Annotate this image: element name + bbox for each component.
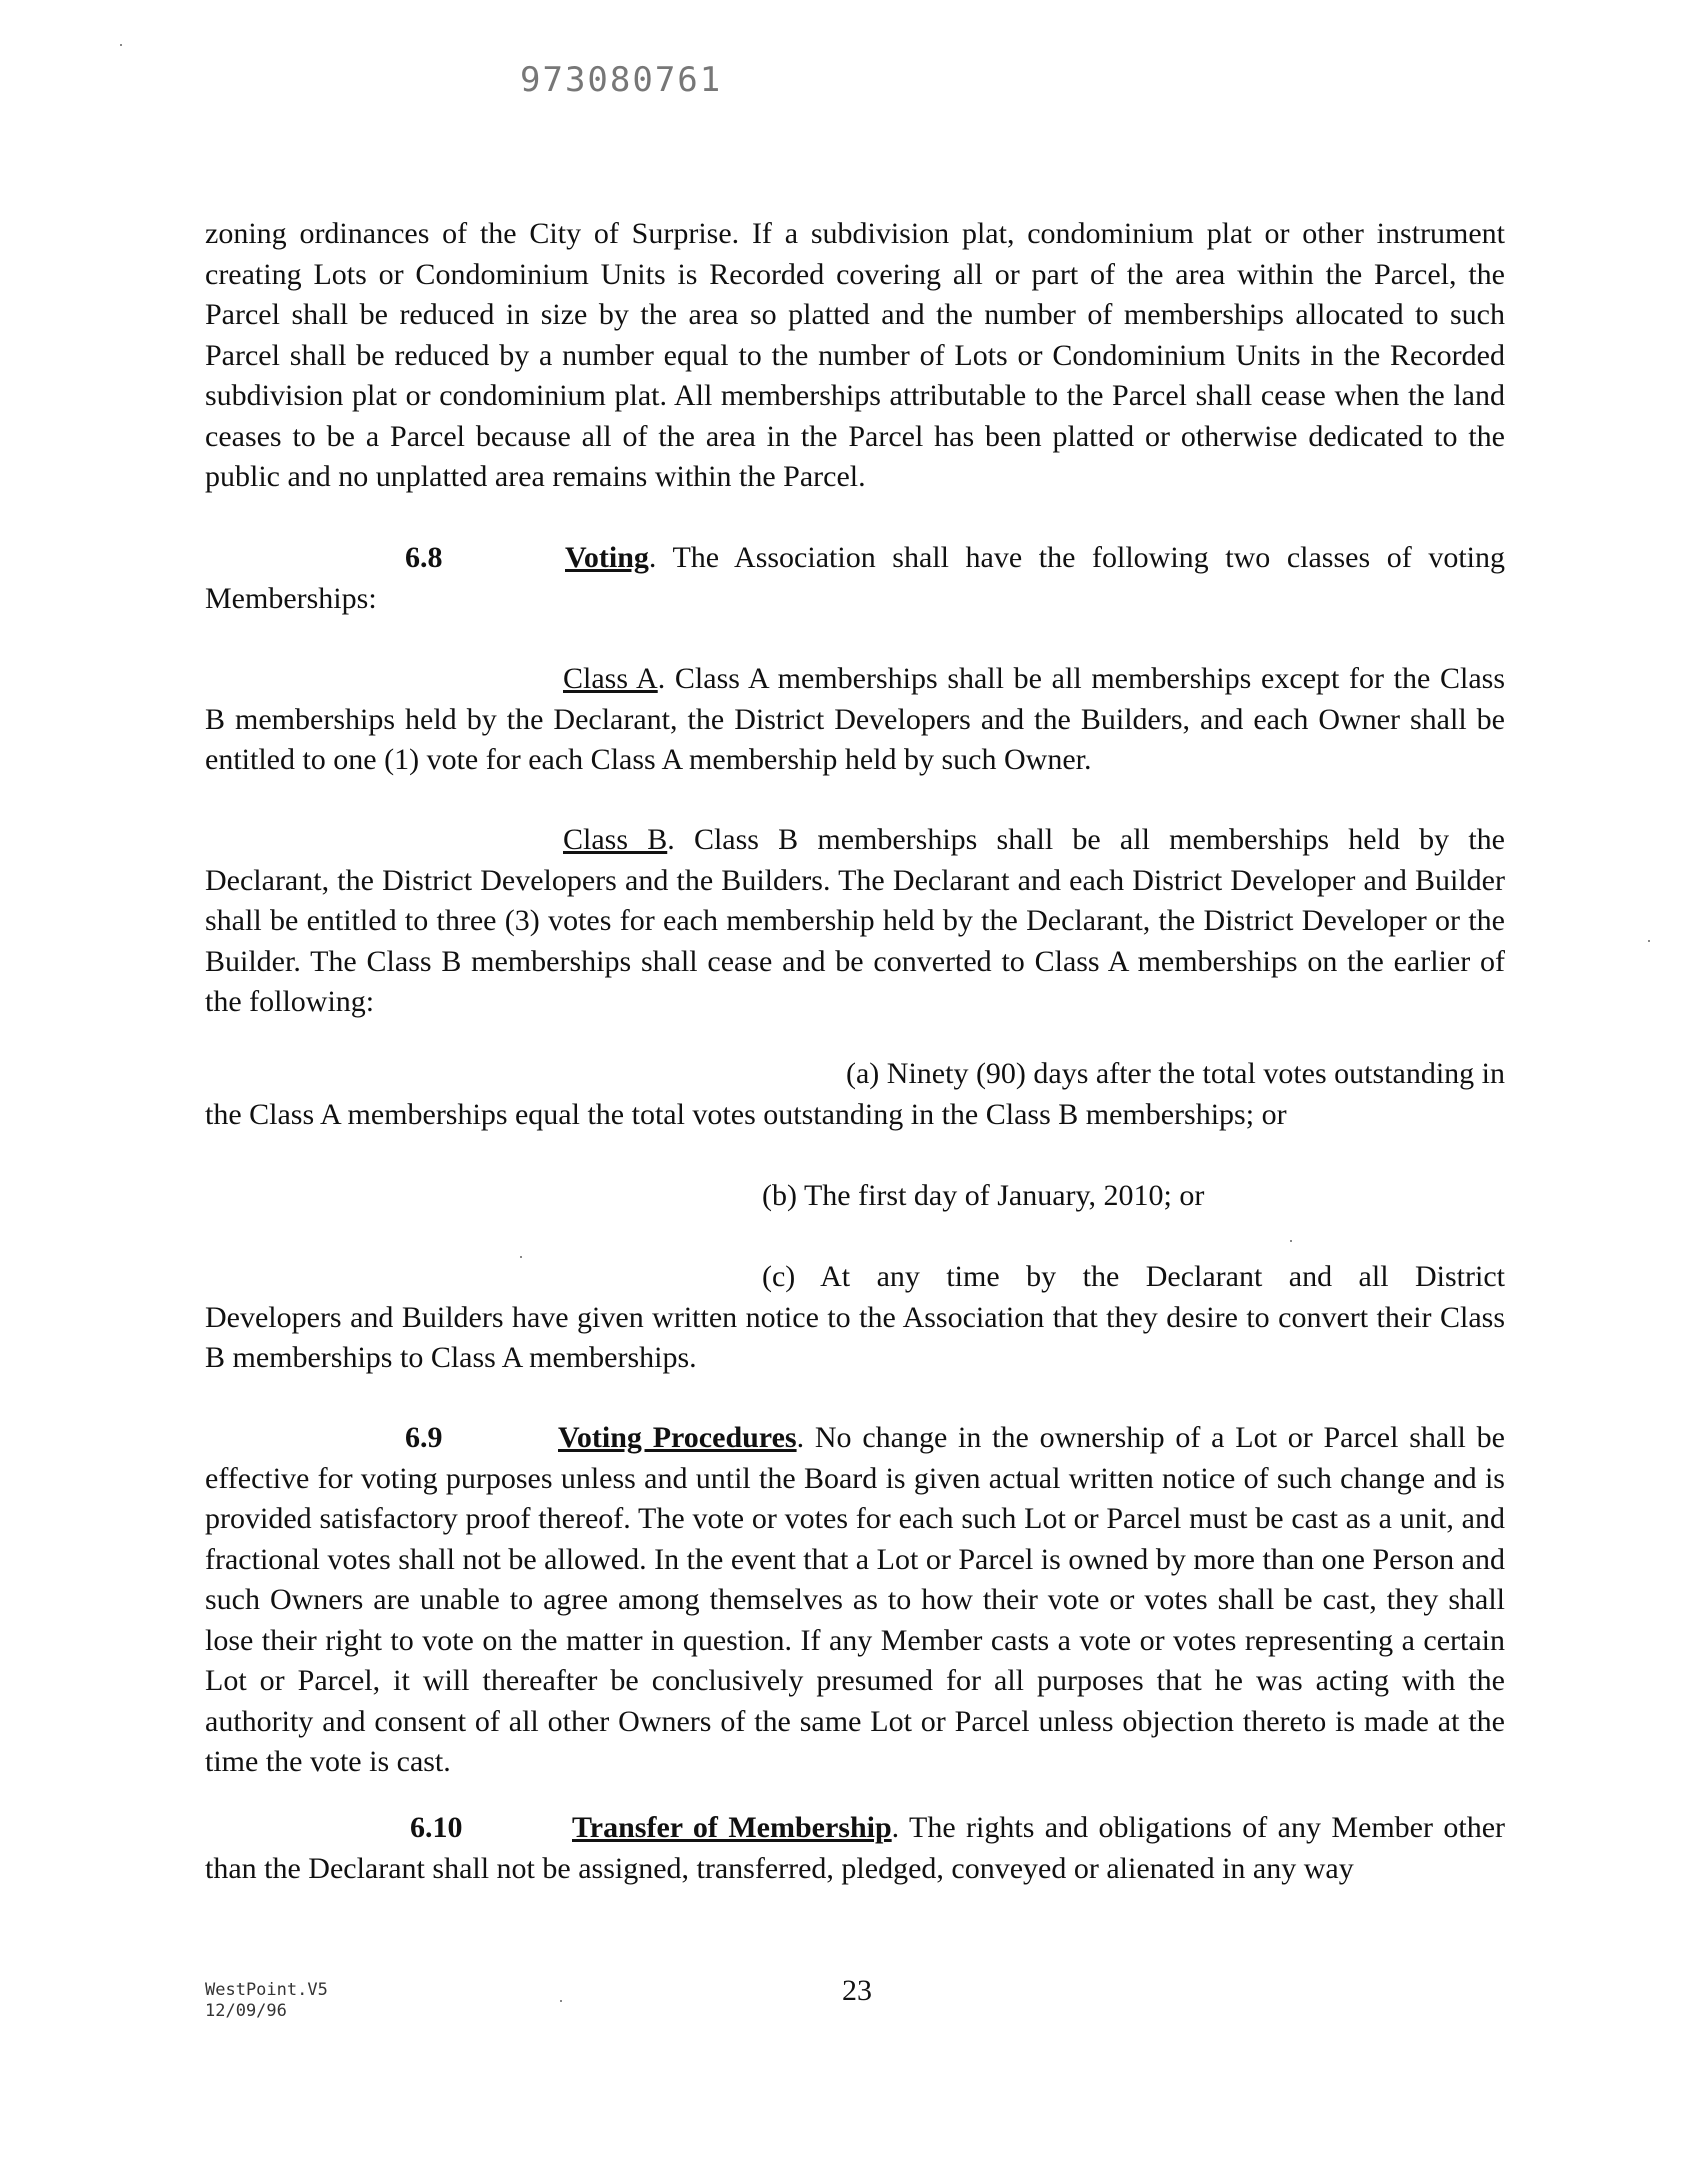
class-a-label: Class A xyxy=(563,662,658,695)
paragraph-class-b xyxy=(205,820,1505,1023)
section-text: . No change in the ownership of a Lot or Parcel shall be effective for voting purposes unless and until the Board is given actual written notice of such change and is provided satisfactory proof thereof. The vote or votes for each such Lot or Parcel must be cast as a unit, and fractional votes shall not be allowed. In the event that a Lot or Parcel is owned by more than one Person and such Owners are unable to agree among themselves as to how their vote or votes shall be cast, they shall lose their right to vote on the matter in question. If any Member casts a vote or votes representing a certain Lot or Parcel, it will thereafter be conclusively presumed for all purposes that he was acting with the authority and consent of all other Owners of the same Lot or Parcel unless objection thereto is made at the time the vote is cast. xyxy=(205,1421,1505,1778)
scan-speck xyxy=(120,44,122,46)
section-title: Voting Procedures xyxy=(558,1421,797,1454)
section-text: . The rights and obligations of any Member other than the Declarant shall not be assigned, transferred, pledged, conveyed or alienated in any way xyxy=(205,1811,1506,1885)
item-a-line1: (a) Ninety (90) days after the total votes outstanding in xyxy=(846,1057,1505,1090)
page-number: 23 xyxy=(842,1974,872,2007)
class-b-text: . Class B memberships shall be all memberships held by the Declarant, the District Developers and the Builders. The Declarant and each District Developer and Builder shall be entitled to three (3) votes for each membership held by the Declarant, the District Developer or the Builder. The Class B memberships shall cease and be converted to Class A memberships on the earlier of the following: xyxy=(205,823,1505,1018)
item-b-line1: (b) The first day of January, 2010; or xyxy=(762,1179,1205,1212)
document-number: 973080761 xyxy=(520,60,723,100)
class-b-label: Class B xyxy=(563,823,668,856)
section-number: 6.10 xyxy=(410,1811,463,1844)
item-b xyxy=(205,1176,1505,1217)
section-number: 6.9 xyxy=(405,1421,443,1454)
section-6-10 xyxy=(205,1808,1505,1889)
paragraph-continued: zoning ordinances of the City of Surprise. If a subdivision plat, condominium plat or other instrument creating Lots or Condominium Units is Recorded covering all or part of the area within the Parcel, the Parcel shall be reduced in size by the area so platted and the number of memberships allocated to such Parcel shall be reduced by a number equal to the number of Lots or Condominium Units in the Recorded subdivision plat or condominium plat. All memberships attributable to the Parcel shall cease when the land ceases to be a Parcel because all of the area in the Parcel has been platted or otherwise dedicated to the public and no unplatted area remains within the Parcel. xyxy=(205,217,1505,493)
class-a-text: . Class A memberships shall be all memberships except for the Class B memberships held by the Declarant, the District Developers and the Builders, and each Owner shall be entitled to one (1) vote for each Class A membership held by such Owner. xyxy=(205,662,1505,776)
item-c xyxy=(205,1257,1505,1379)
item-c-line2: Developers and Builders have given written notice to the Association that they desire to convert their Class B memberships to Class A memberships. xyxy=(205,1300,1505,1374)
section-number: 6.8 xyxy=(405,541,443,574)
section-6-8 xyxy=(205,538,1505,619)
item-c-line1: (c) At any time by the Declarant and all District xyxy=(762,1260,1505,1293)
section-title: Voting xyxy=(565,541,649,574)
paragraph-class-a xyxy=(205,659,1505,781)
section-text: . The Association shall have the following two classes of voting xyxy=(648,541,1505,574)
scan-speck xyxy=(560,2000,562,2002)
scan-speck xyxy=(1648,940,1650,942)
section-text-continued: Memberships: xyxy=(205,581,377,615)
footer-date: 12/09/96 xyxy=(205,2001,287,2021)
scan-speck xyxy=(520,1256,522,1258)
footer-filename: WestPoint.V5 xyxy=(205,1980,328,2000)
scan-speck xyxy=(1290,1240,1292,1242)
section-title: Transfer of Membership xyxy=(572,1811,892,1844)
footer-file-info xyxy=(205,1980,328,2022)
section-6-9 xyxy=(205,1418,1505,1783)
item-a xyxy=(205,1054,1505,1135)
item-a-line2: the Class A memberships equal the total votes outstanding in the Class B memberships; or xyxy=(205,1097,1287,1131)
